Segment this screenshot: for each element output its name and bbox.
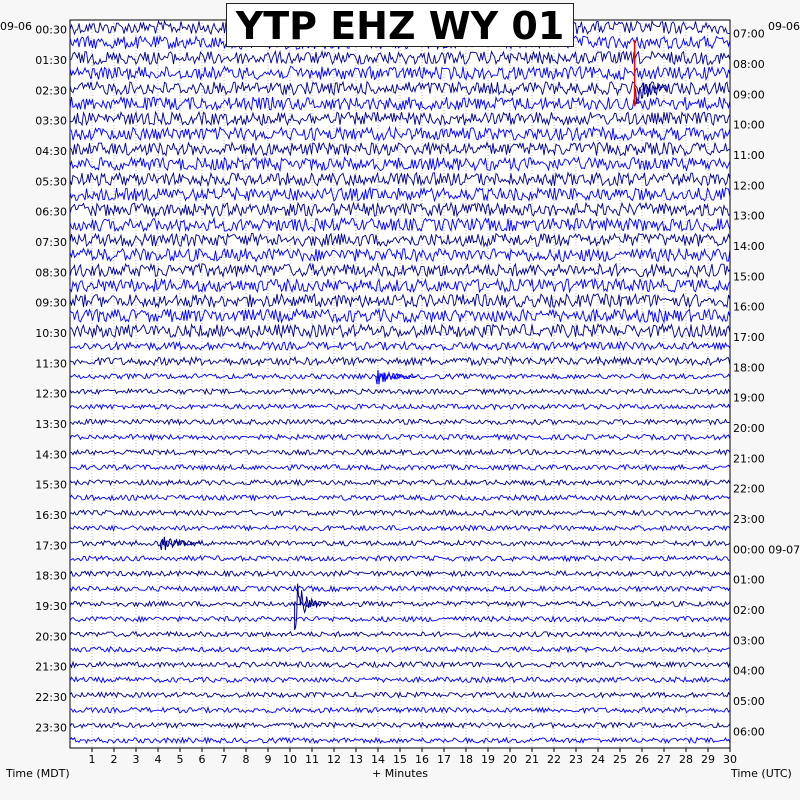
left-time-label: 22:30 xyxy=(35,690,67,704)
right-time-label: 11:00 xyxy=(733,148,765,162)
left-time-label: 06:30 xyxy=(35,205,67,219)
x-tick-label: 18 xyxy=(459,753,473,766)
x-tick-label: 3 xyxy=(132,753,140,766)
chart-title: YTP EHZ WY 01 xyxy=(226,3,574,47)
x-tick-label: 11 xyxy=(305,753,319,766)
x-tick-label: 15 xyxy=(393,753,407,766)
left-time-label: 13:30 xyxy=(35,417,67,431)
x-tick-label: 4 xyxy=(154,753,162,766)
left-time-label: 10:30 xyxy=(35,326,67,340)
left-time-label: 09:30 xyxy=(35,296,67,310)
x-axis-label: + Minutes xyxy=(372,767,429,780)
x-tick-label: 30 xyxy=(723,753,737,766)
x-tick-label: 7 xyxy=(220,753,228,766)
x-tick-label: 10 xyxy=(283,753,297,766)
x-tick-label: 21 xyxy=(525,753,539,766)
left-time-label: 02:30 xyxy=(35,84,67,98)
right-time-label: 20:00 xyxy=(733,421,765,435)
right-time-label: 09:00 xyxy=(733,88,765,102)
left-time-label: 20:30 xyxy=(35,630,67,644)
left-time-label: 21:30 xyxy=(35,660,67,674)
right-time-label: 17:00 xyxy=(733,330,765,344)
right-time-label: 23:00 xyxy=(733,512,765,526)
left-time-label: 15:30 xyxy=(35,478,67,492)
right-time-label: 07:00 xyxy=(733,27,765,41)
left-time-label: 05:30 xyxy=(35,175,67,189)
x-tick-label: 6 xyxy=(198,753,206,766)
left-time-label: 17:30 xyxy=(35,539,67,553)
date-left-label: 09-06 xyxy=(0,20,32,33)
x-tick-label: 12 xyxy=(327,753,341,766)
x-tick-label: 28 xyxy=(679,753,693,766)
right-time-label: 22:00 xyxy=(733,482,765,496)
x-tick-label: 29 xyxy=(701,753,715,766)
x-tick-label: 20 xyxy=(503,753,517,766)
right-time-label: 12:00 xyxy=(733,179,765,193)
x-tick-label: 9 xyxy=(264,753,272,766)
x-tick-label: 1 xyxy=(88,753,96,766)
right-axis-label: Time (UTC) xyxy=(731,767,792,780)
left-time-label: 16:30 xyxy=(35,508,67,522)
x-tick-label: 25 xyxy=(613,753,627,766)
left-time-label: 19:30 xyxy=(35,599,67,613)
right-time-label: 00:00 09-07 xyxy=(733,543,800,557)
x-tick-label: 23 xyxy=(569,753,583,766)
right-time-label: 13:00 xyxy=(733,209,765,223)
right-time-label: 10:00 xyxy=(733,118,765,132)
left-axis-label: Time (MDT) xyxy=(6,767,70,780)
right-time-label: 04:00 xyxy=(733,664,765,678)
right-time-label: 05:00 xyxy=(733,694,765,708)
left-time-label: 18:30 xyxy=(35,569,67,583)
x-tick-label: 19 xyxy=(481,753,495,766)
right-time-label: 01:00 xyxy=(733,573,765,587)
x-tick-label: 24 xyxy=(591,753,605,766)
left-time-label: 01:30 xyxy=(35,53,67,67)
x-tick-label: 27 xyxy=(657,753,671,766)
left-time-label: 00:30 xyxy=(35,23,67,37)
left-time-label: 11:30 xyxy=(35,357,67,371)
x-tick-label: 13 xyxy=(349,753,363,766)
x-tick-label: 16 xyxy=(415,753,429,766)
left-time-label: 04:30 xyxy=(35,144,67,158)
x-tick-label: 22 xyxy=(547,753,561,766)
right-time-label: 16:00 xyxy=(733,300,765,314)
right-time-label: 02:00 xyxy=(733,603,765,617)
right-time-label: 06:00 xyxy=(733,725,765,739)
x-tick-label: 8 xyxy=(242,753,250,766)
right-time-label: 19:00 xyxy=(733,391,765,405)
right-time-label: 15:00 xyxy=(733,270,765,284)
x-tick-label: 26 xyxy=(635,753,649,766)
x-tick-label: 14 xyxy=(371,753,385,766)
left-time-label: 08:30 xyxy=(35,266,67,280)
left-time-label: 07:30 xyxy=(35,235,67,249)
right-time-label: 08:00 xyxy=(733,57,765,71)
left-time-label: 14:30 xyxy=(35,448,67,462)
left-time-label: 23:30 xyxy=(35,721,67,735)
x-tick-label: 17 xyxy=(437,753,451,766)
right-time-label: 14:00 xyxy=(733,239,765,253)
right-time-label: 21:00 xyxy=(733,452,765,466)
right-time-label: 03:00 xyxy=(733,634,765,648)
x-tick-label: 2 xyxy=(110,753,118,766)
date-right-label: 09-06 xyxy=(768,20,800,33)
left-time-label: 12:30 xyxy=(35,387,67,401)
x-tick-label: 5 xyxy=(176,753,184,766)
right-time-label: 18:00 xyxy=(733,361,765,375)
left-time-label: 03:30 xyxy=(35,114,67,128)
